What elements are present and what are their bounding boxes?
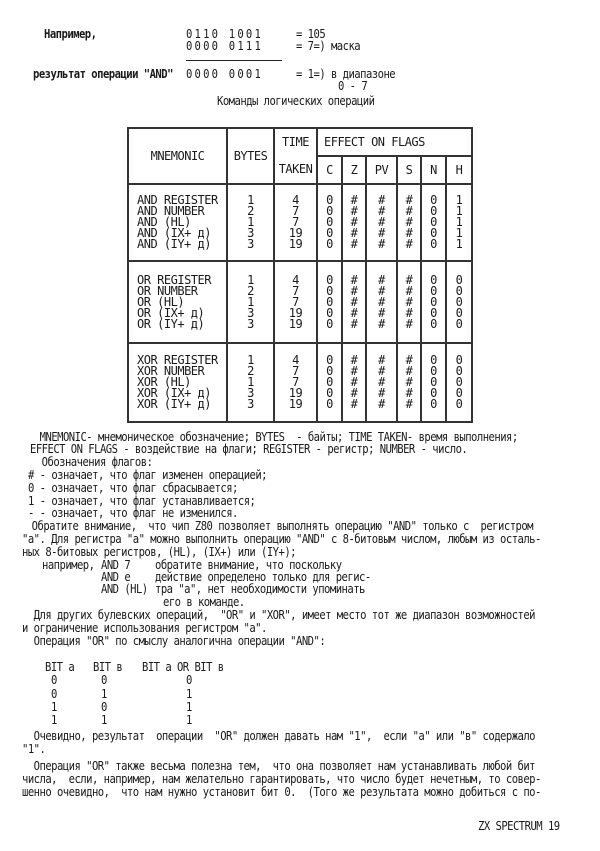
flag-n-cell: 0 0 0 0 0 <box>421 184 446 261</box>
example-eq-1: = 105 <box>296 27 326 41</box>
paragraph-3-line-1: Операция "OR" по смыслу аналогична операции "AND": <box>22 634 326 648</box>
flag-legend-hash: # - означает, что флаг изменен операцией; <box>28 468 268 482</box>
flag-n-cell: 0 0 0 0 0 <box>421 261 446 343</box>
paragraph-4-line-2: "1". <box>22 742 46 756</box>
flag-s-cell: # # # # # <box>397 343 421 422</box>
legend-line-2: EFFECT ON FLAGS - воздействие на флаги; REGISTER - регистр; NUMBER - число. <box>30 442 468 456</box>
header-flag-s: S <box>397 156 421 184</box>
header-mnemonic: MNEMONIC <box>128 128 227 184</box>
result-eq: = 1=) в диапазоне <box>296 67 396 81</box>
flag-h-cell: 1 1 1 1 1 <box>446 184 472 261</box>
result-bits: 0000 0001 <box>186 67 264 81</box>
table-title: Команды логических операций <box>217 94 375 108</box>
flag-n-cell: 0 0 0 0 0 <box>421 343 446 422</box>
flag-s-cell: # # # # # <box>397 261 421 343</box>
result-range: 0 - 7 <box>338 79 368 93</box>
truth-cell: 1 <box>51 700 57 714</box>
example-label: Например, <box>44 27 97 41</box>
flags-legend-title: Обозначения флагов: <box>30 455 153 469</box>
paragraph-4-line-1: Очевидно, результат операции "OR" должен давать нам "1", если "a" или "в" содержало <box>22 729 536 743</box>
mnemonic-cell: OR REGISTER OR NUMBER OR (HL) OR (IX+ д) OR (IY+ д) <box>128 261 227 343</box>
truth-header-or: BIT a OR BIT в <box>142 660 224 674</box>
paragraph-1-line-3: ных 8-битовых регистров, (HL), (IX+) или (IY+); <box>22 545 296 559</box>
result-label: результат операции "AND" <box>33 67 173 81</box>
example-cmd-2: AND e <box>101 570 131 584</box>
example-bits-2: 0000 0111 <box>186 39 264 53</box>
paragraph-5-line-2: числа, если, например, нам желательно гарантировать, что число будет нечетным, то совер- <box>22 772 541 786</box>
bytes-cell: 1 2 1 3 3 <box>227 343 274 422</box>
flag-h-cell: 0 0 0 0 0 <box>446 343 472 422</box>
flag-legend-zero: 0 - означает, что флаг сбрасывается; <box>28 481 238 495</box>
truth-cell: 0 <box>51 687 57 701</box>
bytes-cell: 1 2 1 3 3 <box>227 184 274 261</box>
flag-h-cell: 0 0 0 0 0 <box>446 261 472 343</box>
header-time: TIME <box>274 128 317 156</box>
flag-z-cell: # # # # # <box>342 343 366 422</box>
time-cell: 4 7 7 19 19 <box>274 343 317 422</box>
header-bytes: BYTES <box>227 128 274 184</box>
header-flag-h: H <box>446 156 472 184</box>
sum-line <box>186 60 282 61</box>
flag-pv-cell: # # # # # <box>366 261 397 343</box>
example-bits-1: 0110 1001 <box>186 27 264 41</box>
paragraph-1-line-2: "a". Для регистра "a" можно выполнить операцию "AND" с 8-битовым числом, любым из осталь- <box>22 532 541 546</box>
table-group-or <box>128 261 472 343</box>
header-flag-c: C <box>317 156 342 184</box>
flag-legend-dash: - - означает, что флаг не изменился. <box>28 506 238 520</box>
header-flag-pv: PV <box>366 156 397 184</box>
paragraph-1-line-1: Обратите внимание, что чип Z80 позволяет выполнять операцию "AND" только с регистром <box>20 519 534 533</box>
paragraph-2-line-2: и ограничение использования регистром "a". <box>22 621 267 635</box>
legend-line-1: MNEMONIC- мнемоническое обозначение; BYTES - байты; TIME TAKEN- время выполнения; <box>28 430 518 444</box>
example-eq-2: = 7=) маска <box>296 39 361 53</box>
paragraph-2-line-1: Для других булевских операций, "OR" и "XOR", имеет место тот же диапазон возможностей <box>22 608 536 622</box>
bytes-cell: 1 2 1 3 3 <box>227 261 274 343</box>
truth-cell: 1 <box>186 713 192 727</box>
example-note-4: его в команде. <box>163 595 245 609</box>
table-group-and <box>128 184 472 261</box>
flag-s-cell: # # # # # <box>397 184 421 261</box>
flag-z-cell: # # # # # <box>342 184 366 261</box>
logic-ops-table <box>127 127 473 423</box>
example-note-2: действие определено только для регис- <box>155 570 371 584</box>
truth-cell: 1 <box>101 713 107 727</box>
table-group-xor <box>128 343 472 422</box>
mnemonic-cell: XOR REGISTER XOR NUMBER XOR (HL) XOR (IX+ д) XOR (IY+ д) <box>128 343 227 422</box>
truth-cell: 1 <box>101 687 107 701</box>
truth-cell: 0 <box>51 673 57 687</box>
paragraph-5-line-1: Операция "OR" также весьма полезна тем, что она позволяет нам устанавливать любой бит <box>22 759 536 773</box>
example-note-1: обратите внимание, что поскольку <box>155 558 342 572</box>
flag-legend-one: 1 - означает, что флаг устанавливается; <box>28 494 256 508</box>
truth-cell: 1 <box>186 687 192 701</box>
truth-cell: 0 <box>101 673 107 687</box>
time-cell: 4 7 7 19 19 <box>274 261 317 343</box>
mnemonic-cell: AND REGISTER AND NUMBER AND (HL) AND (IX+ д) AND (IY+ д) <box>128 184 227 261</box>
flag-c-cell: 0 0 0 0 0 <box>317 261 342 343</box>
truth-cell: 0 <box>101 700 107 714</box>
example-cmd-3: AND (HL) <box>101 582 148 596</box>
example-commands-label: например, <box>42 558 95 572</box>
truth-cell: 1 <box>186 700 192 714</box>
header-effect-on-flags: EFFECT ON FLAGS <box>317 128 472 156</box>
truth-header-bit-a: BIT a <box>45 660 75 674</box>
truth-cell: 1 <box>51 713 57 727</box>
flag-pv-cell: # # # # # <box>366 343 397 422</box>
example-note-3: тра "a", нет необходимости упоминать <box>155 582 365 596</box>
flag-c-cell: 0 0 0 0 0 <box>317 343 342 422</box>
header-taken: TAKEN <box>274 156 317 184</box>
paragraph-5-line-3: шенно очевидно, что нам нужно установит бит 0. (Того же результата можно добиться с по- <box>22 785 541 799</box>
example-cmd-1: AND 7 <box>101 558 131 572</box>
truth-cell: 0 <box>186 673 192 687</box>
header-flag-z: Z <box>342 156 366 184</box>
flag-z-cell: # # # # # <box>342 261 366 343</box>
header-flag-n: N <box>421 156 446 184</box>
flag-c-cell: 0 0 0 0 0 <box>317 184 342 261</box>
page-footer: ZX SPECTRUM 19 <box>478 819 560 833</box>
flag-pv-cell: # # # # # <box>366 184 397 261</box>
time-cell: 4 7 7 19 19 <box>274 184 317 261</box>
truth-header-bit-b: BIT в <box>93 660 123 674</box>
